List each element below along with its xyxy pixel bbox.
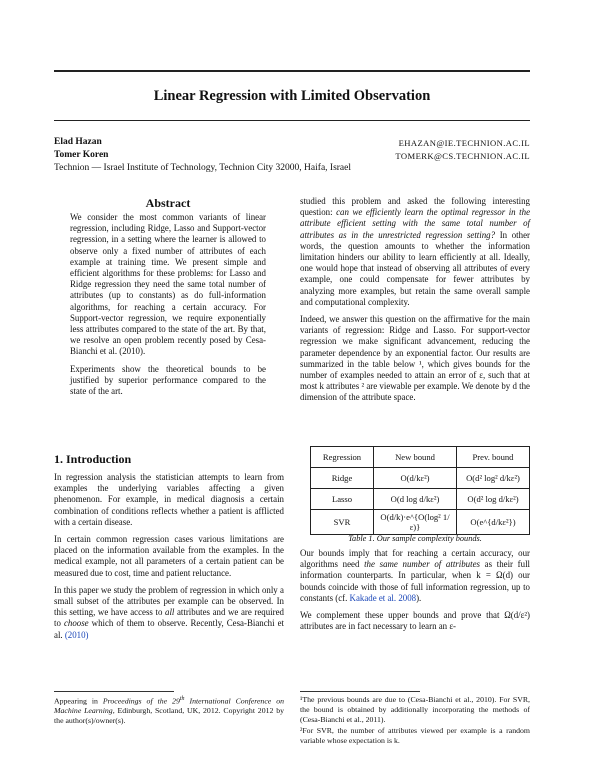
body-paragraph: Our bounds imply that for reaching a certain accuracy, our algorithms need the same number of attributes as their full information counterparts. In particular, when k = Ω(d) our bounds coincide with those of full information regression, up to constants (cf. Kakade et al. 2008). bbox=[300, 548, 531, 603]
abstract-heading: Abstract bbox=[145, 196, 191, 210]
affiliation: Technion — Israel Institute of Technology, Technion City 32000, Haifa, Israel bbox=[54, 163, 352, 173]
table-caption: Table 1. Our sample complexity bounds. bbox=[348, 534, 482, 543]
footnotes bbox=[300, 695, 530, 748]
table-cell: SVR bbox=[311, 510, 374, 535]
section-heading: 1. Introduction bbox=[54, 452, 132, 466]
table-header: New bound bbox=[374, 447, 457, 468]
intro-paragraph: In regression analysis the statistician attempts to learn from examples the underlying variables affecting a given phenomenon. For example, in medical diagnosis a certain combination of conditions reflects whether a patient is afflicted with a certain disease. bbox=[54, 472, 284, 527]
author-email[interactable]: TOMERK@CS.TECHNION.AC.IL bbox=[395, 151, 530, 161]
table-cell: Lasso bbox=[311, 489, 374, 510]
citation-link[interactable]: Kakade et al. 2008 bbox=[349, 592, 417, 603]
footnote-rule bbox=[54, 691, 174, 692]
intro-body bbox=[54, 472, 284, 647]
author-email[interactable]: EHAZAN@IE.TECHNION.AC.IL bbox=[398, 138, 530, 148]
table-row bbox=[311, 468, 530, 489]
author-name: Elad Hazan bbox=[54, 137, 102, 147]
table-row bbox=[311, 510, 530, 535]
complexity-table bbox=[310, 446, 530, 535]
table-cell: O(d/kε²) bbox=[374, 468, 457, 489]
footnote: ²For SVR, the number of attributes viewed per example is a random variable whose expectation is k. bbox=[300, 726, 530, 746]
table-row bbox=[311, 489, 530, 510]
intro-paragraph: In certain common regression cases various limitations are placed on the information available from the examples. In the medical example, not all parameters of a certain patient can be measured due to cost, time and patient reluctance. bbox=[54, 534, 284, 578]
author-name: Tomer Koren bbox=[54, 150, 109, 160]
table-cell: O(d log d/kε²) bbox=[374, 489, 457, 510]
body-paragraph: Indeed, we answer this question on the affirmative for the main variants of regression: Ridge and Lasso. For support-vector regression we make significant advancement, reducing the parameter dependence by an exponential factor. Our results are summarized in the table below ¹, which gives bounds for the number of examples needed to attain an error of ε, such that at most k attributes ² are viewable per example. We denote by d the dimension of the attribute space. bbox=[300, 314, 530, 403]
intro-paragraph: In this paper we study the problem of regression in which only a small subset of the attributes per example can be observed. In this setting, we have access to all attributes and we are required to choose which of them to observe. Recently, Cesa-Bianchi et al. (2010) bbox=[54, 584, 285, 640]
right-column-body-lower bbox=[300, 548, 530, 638]
table-header-row bbox=[311, 447, 530, 468]
table-header: Prev. bound bbox=[457, 447, 530, 468]
body-paragraph: We complement these upper bounds and prove that Ω(d/ε²) attributes are in fact necessary to learn an ε- bbox=[300, 610, 530, 632]
table-header: Regression bbox=[311, 447, 374, 468]
paper-title: Linear Regression with Limited Observation bbox=[153, 88, 431, 104]
abstract-paragraph: We consider the most common variants of linear regression, including Ridge, Lasso and Support-vector regression, in a setting where the learner is allowed to observe only a fixed number of attributes of each example at training time. We present simple and efficient algorithms for these problems: for Lasso and Ridge regression they need the same total number of attributes (up to constants) as do full-information algorithms, for reaching a certain accuracy. For Support-vector regression, we require exponentially less attributes compared to the state of the art. By that, we resolve an open problem recently posed by Cesa-Bianchi et al. (2010). bbox=[70, 212, 266, 357]
table-cell: O(d² log d/kε²) bbox=[457, 489, 530, 510]
footnote-rule bbox=[300, 691, 420, 692]
abstract-body bbox=[70, 212, 266, 403]
citation-link[interactable]: (2010) bbox=[64, 629, 89, 640]
footnote: ¹The previous bounds are due to (Cesa-Bianchi et al., 2010). For SVR, the bound is obtained by additionally incorporating the methods of (Cesa-Bianchi et al., 2011). bbox=[300, 695, 530, 724]
appearing-note: Appearing in Proceedings of the 29th International Conference on Machine Learning, Edinburgh, Scotland, UK, 2012. Copyright 2012 by the author(s)/owner(s). bbox=[54, 696, 285, 726]
body-paragraph: studied this problem and asked the following interesting question: can we efficiently learn the optimal regressor in the attribute efficient setting with the same total number of attributes as in the unrestricted regression setting? In other words, the question amounts to whether the information limitation hinders our ability to learn efficiently at all. Ideally, one would hope that instead of observing all attributes of every example, one could compensate for fewer attributes by analyzing more examples, but retain the same overall sample and computational complexity. bbox=[300, 196, 531, 307]
table-cell: O(d/k)·e^{O(log² 1/ε)} bbox=[374, 510, 457, 535]
abstract-paragraph: Experiments show the theoretical bounds to be justified by superior performance compared to the state of the art. bbox=[70, 363, 266, 397]
table-cell: Ridge bbox=[311, 468, 374, 489]
top-rule bbox=[54, 70, 530, 72]
table-cell: O(d² log² d/kε²) bbox=[457, 468, 530, 489]
right-column-body bbox=[300, 196, 530, 410]
table-cell: O(e^{d/kε²}) bbox=[457, 510, 530, 535]
title-rule bbox=[54, 120, 530, 121]
